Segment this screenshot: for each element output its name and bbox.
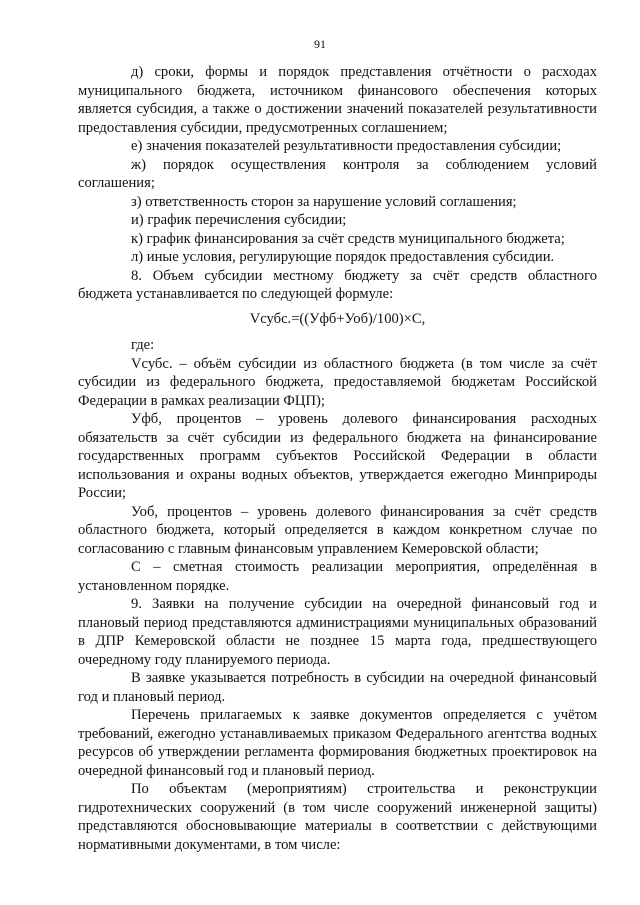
paragraph-construction-objects: По объектам (мероприятиям) строительства и реконструкции гидротехнических сооружений (в том числе сооружений инженерной защиты) представляются обосновывающие материалы в соответствии с действующими нормативными документами, в том числе:: [78, 781, 597, 853]
where-label: где:: [131, 337, 155, 353]
paragraph-item-i: и) график перечисления субсидии;: [131, 212, 347, 228]
paragraph-item-k: к) график финансирования за счёт средств муниципального бюджета;: [131, 230, 565, 247]
definition-v-subs: Vсубс. – объём субсидии из областного бюджета (в том числе за счёт субсидии из федерального бюджета, предоставляемой бюджетам Российской Федерации в рамках реализации ФЦП);: [78, 355, 597, 409]
paragraph-section-8: 8. Объем субсидии местному бюджету за счёт средств областного бюджета устанавливается по следующей формуле:: [78, 267, 597, 302]
paragraph-item-d: д) сроки, формы и порядок представления отчётности о расходах муниципального бюджета, источником финансового обеспечения которых является субсидия, а также о достижении значений показателей результативности предоставления субсидии, предусмотренных соглашением;: [78, 64, 597, 136]
page-number: 91: [314, 37, 326, 51]
paragraph-item-z: з) ответственность сторон за нарушение условий соглашения;: [131, 193, 517, 210]
definition-uob: Уоб, процентов – уровень долевого финансирования за счёт средств областного бюджета, который определяется в каждом конкретном случае по согласованию с главным финансовым управлением Кемеровской области;: [78, 503, 597, 557]
definition-ufb: Уфб, процентов – уровень долевого финансирования расходных обязательств за счёт субсидии из федерального бюджета на финансирование государственных программ субъектов Российской Федерации в области использования и охраны водных объектов, утверждается ежегодно Минприроды России;: [78, 411, 597, 501]
subsidy-formula: Vсубс.=((Уфб+Уоб)/100)×С,: [249, 310, 426, 327]
paragraph-documents-list: Перечень прилагаемых к заявке документов определяется с учётом требований, ежегодно устанавливаемых приказом Федерального агентства водных ресурсов об утверждении регламента формирования бюджетных проектировок на очередной финансовый год и плановый период.: [78, 707, 597, 779]
definition-c: С – сметная стоимость реализации мероприятия, определённая в установленном порядке.: [78, 559, 597, 594]
page-body: [78, 63, 597, 854]
paragraph-application-need: В заявке указывается потребность в субсидии на очередной финансовый год и плановый период.: [78, 670, 597, 705]
paragraph-item-zh: ж) порядок осуществления контроля за соблюдением условий соглашения;: [78, 156, 597, 191]
paragraph-item-e: е) значения показателей результативности предоставления субсидии;: [131, 138, 562, 154]
paragraph-section-9: 9. Заявки на получение субсидии на очередной финансовый год и плановый период представляются администрациями муниципальных образований в ДПР Кемеровской области не позднее 15 марта года, предшествующего очередному году планируемого периода.: [78, 596, 597, 668]
paragraph-item-l: л) иные условия, регулирующие порядок предоставления субсидии.: [131, 249, 555, 265]
